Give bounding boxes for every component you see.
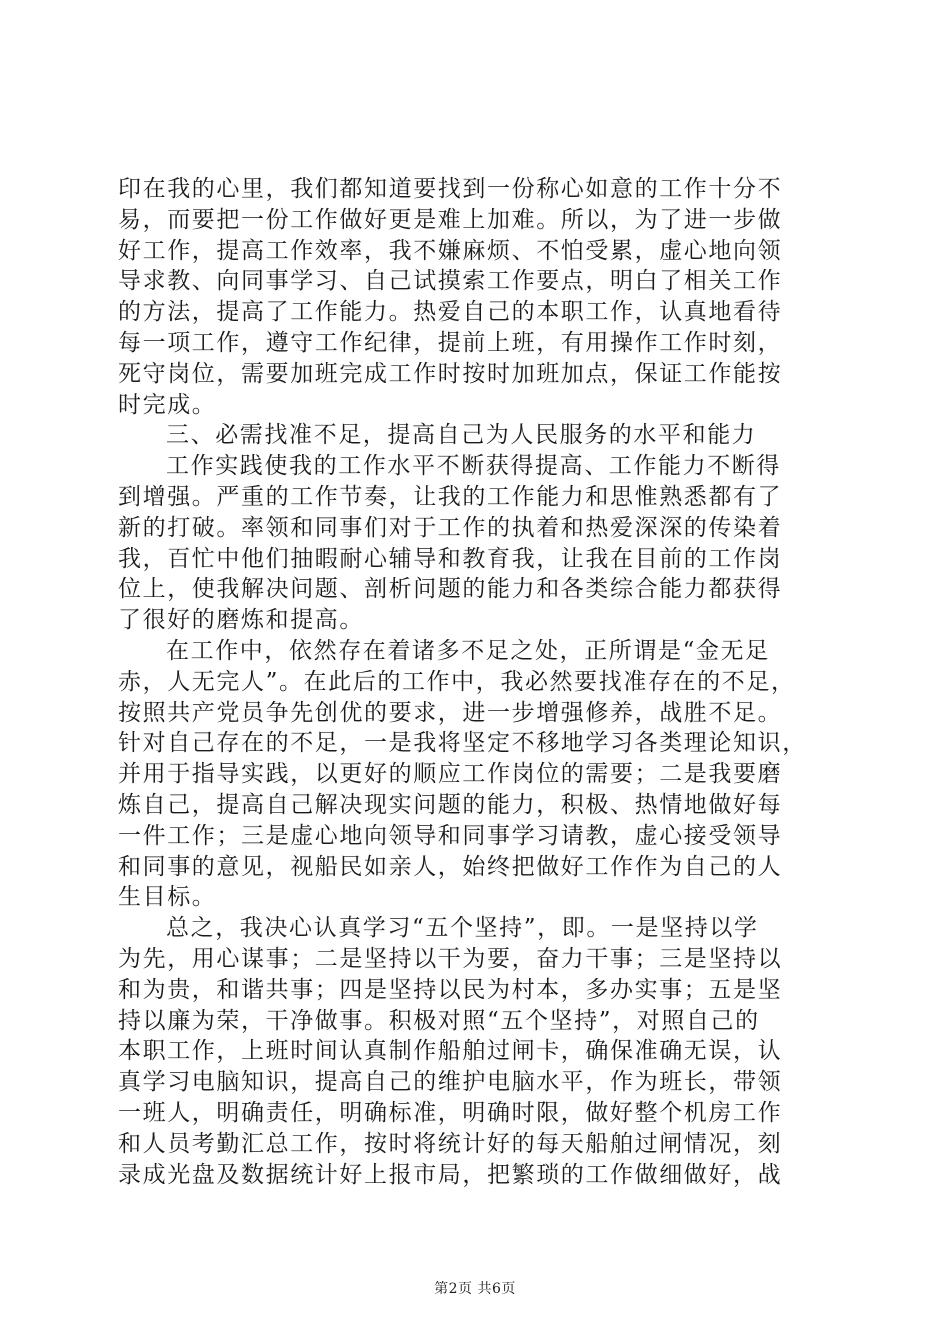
text-line: 针对自己存在的不足，一是我将坚定不移地学习各类理论知识， bbox=[118, 730, 807, 757]
text-line: 和为贵，和谐共事；四是坚持以民为村本，多办实事；五是坚 bbox=[118, 976, 783, 1003]
text-line: 炼自己，提高自己解决现实问题的能力，积极、热情地做好每 bbox=[118, 791, 783, 818]
text-line: 好工作，提高工作效率，我不嫌麻烦、不怕受累，虚心地向领 bbox=[118, 237, 783, 264]
text-line: 了很好的磨炼和提高。 bbox=[118, 607, 364, 634]
text-line: 每一项工作，遵守工作纪律，提前上班，有用操作工作时刻， bbox=[118, 329, 783, 356]
text-line: 印在我的心里，我们都知道要找到一份称心如意的工作十分不 bbox=[118, 176, 783, 202]
text-line: 一班人，明确责任，明确标准，明确时限，做好整个机房工作 bbox=[118, 1099, 783, 1126]
text-line: 工作实践使我的工作水平不断获得提高、工作能力不断得 bbox=[166, 453, 781, 480]
text-line: 按照共产党员争先创优的要求，进一步增强修养，战胜不足。 bbox=[118, 699, 783, 726]
text-line: 和人员考勤汇总工作，按时将统计好的每天船舶过闸情况，刻 bbox=[118, 1130, 783, 1157]
text-line: 和同事的意见，视船民如亲人，始终把做好工作作为自己的人 bbox=[118, 853, 783, 880]
text-line: 录成光盘及数据统计好上报市局，把繁琐的工作做细做好，战 bbox=[118, 1161, 783, 1188]
body-text bbox=[118, 174, 838, 1190]
text-line: 位上，使我解决问题、剖析问题的能力和各类综合能力都获得 bbox=[118, 576, 783, 603]
text-line: 真学习电脑知识，提高自己的维护电脑水平，作为班长，带领 bbox=[118, 1069, 783, 1096]
text-line: 新的打破。率领和同事们对于工作的执着和热爱深深的传染着 bbox=[118, 514, 783, 541]
text-line: 总之，我决心认真学习“五个坚持”，即。一是坚持以学 bbox=[166, 915, 759, 942]
section-heading: 三、必需找准不足，提高自己为人民服务的水平和能力 bbox=[166, 422, 757, 449]
text-line: 持以廉为荣，干净做事。积极对照“五个坚持”，对照自己的 bbox=[118, 1007, 760, 1034]
text-line: 到增强。严重的工作节奏，让我的工作能力和思惟熟悉都有了 bbox=[118, 483, 783, 510]
text-line: 死守岗位，需要加班完成工作时按时加班加点，保证工作能按 bbox=[118, 360, 783, 387]
text-line: 的方法，提高了工作能力。热爱自己的本职工作，认真地看待 bbox=[118, 299, 783, 326]
text-line: 为先，用心谋事；二是坚持以干为要，奋力干事；三是坚持以 bbox=[118, 945, 783, 972]
text-line: 并用于指导实践，以更好的顺应工作岗位的需要；二是我要磨 bbox=[118, 761, 783, 788]
text-line: 赤，人无完人”。在此后的工作中，我必然要找准存在的不足， bbox=[118, 668, 796, 695]
text-line: 导求教、向同事学习、自己试摸索工作要点，明白了相关工作 bbox=[118, 268, 783, 295]
text-line: 我，百忙中他们抽暇耐心辅导和教育我，让我在目前的工作岗 bbox=[118, 545, 783, 572]
text-line: 一件工作；三是虚心地向领导和同事学习请教，虚心接受领导 bbox=[118, 822, 783, 849]
text-line: 本职工作，上班时间认真制作船舶过闸卡，确保准确无误，认 bbox=[118, 1038, 783, 1065]
page-footer: 第2页 共6页 bbox=[434, 1281, 516, 1297]
text-line: 生目标。 bbox=[118, 884, 217, 911]
text-line: 时完成。 bbox=[118, 391, 217, 418]
text-line: 易，而要把一份工作做好更是难上加难。所以，为了进一步做 bbox=[118, 206, 783, 233]
text-line: 在工作中，依然存在着诸多不足之处，正所谓是“金无足 bbox=[166, 637, 770, 664]
